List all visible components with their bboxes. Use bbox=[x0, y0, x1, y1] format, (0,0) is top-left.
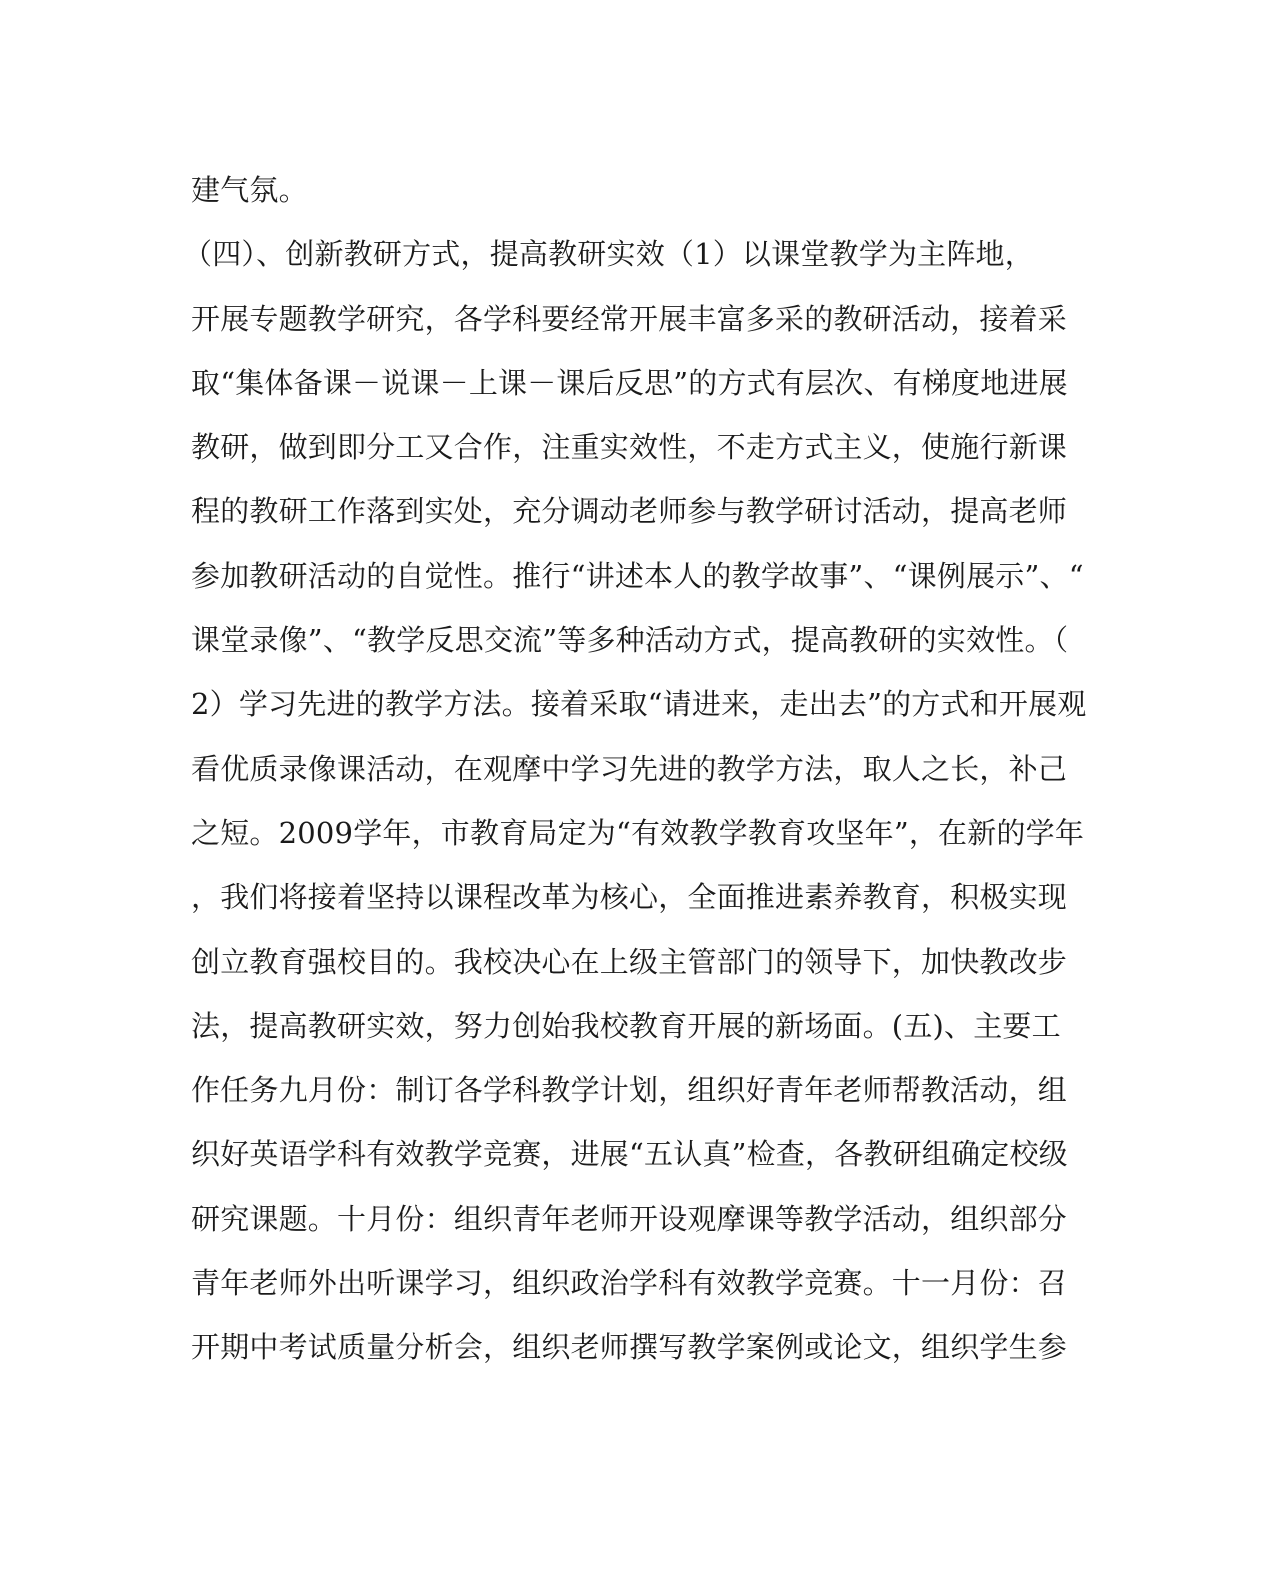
body-text bbox=[183, 158, 1091, 1380]
text-line: 织好英语学科有效教学竞赛，进展“五认真”检查，各教研组确定校级 bbox=[191, 1137, 1068, 1172]
text-line: 看优质录像课活动，在观摩中学习先进的教学方法，取人之长，补己 bbox=[191, 751, 1068, 786]
text-line: 取“集体备课－说课－上课－课后反思”的方式有层次、有梯度地进展 bbox=[191, 365, 1068, 400]
text-line: 建气氛。 bbox=[191, 173, 308, 207]
text-line: 研究课题。十月份：组织青年老师开设观摩课等教学活动，组织部分 bbox=[191, 1201, 1068, 1236]
text-line: 作任务九月份：制订各学科教学计划，组织好青年老师帮教活动，组 bbox=[191, 1073, 1068, 1108]
text-line: 青年老师外出听课学习，组织政治学科有效教学竞赛。十一月份：召 bbox=[191, 1266, 1068, 1301]
text-line: 课堂录像”、“教学反思交流”等多种活动方式，提高教研的实效性。（ bbox=[191, 623, 1069, 658]
text-line: 教研，做到即分工又合作，注重实效性，不走方式主义，使施行新课 bbox=[191, 430, 1068, 465]
text-line: ，我们将接着坚持以课程改革为核心，全面推进素养教育，积极实现 bbox=[191, 880, 1068, 915]
text-line: 之短。2009学年，市教育局定为“有效教学教育攻坚年”，在新的学年 bbox=[191, 815, 1085, 850]
text-line: （四）、创新教研方式，提高教研实效（1）以课堂教学为主阵地， bbox=[183, 237, 1034, 272]
text-line: 开期中考试质量分析会，组织老师撰写教学案例或论文，组织学生参 bbox=[191, 1330, 1068, 1365]
text-line: 参加教研活动的自觉性。推行“讲述本人的教学故事”、“课例展示”、“ bbox=[191, 558, 1084, 593]
text-line: 法，提高教研实效，努力创始我校教育开展的新场面。(五)、主要工 bbox=[191, 1008, 1061, 1043]
text-line: 2）学习先进的教学方法。接着采取“请进来，走出去”的方式和开展观 bbox=[191, 687, 1087, 722]
text-line: 程的教研工作落到实处，充分调动老师参与教学研讨活动，提高老师 bbox=[191, 494, 1068, 529]
text-line: 创立教育强校目的。我校决心在上级主管部门的领导下，加快教改步 bbox=[191, 944, 1068, 979]
text-line: 开展专题教学研究，各学科要经常开展丰富多采的教研活动，接着采 bbox=[191, 301, 1068, 336]
